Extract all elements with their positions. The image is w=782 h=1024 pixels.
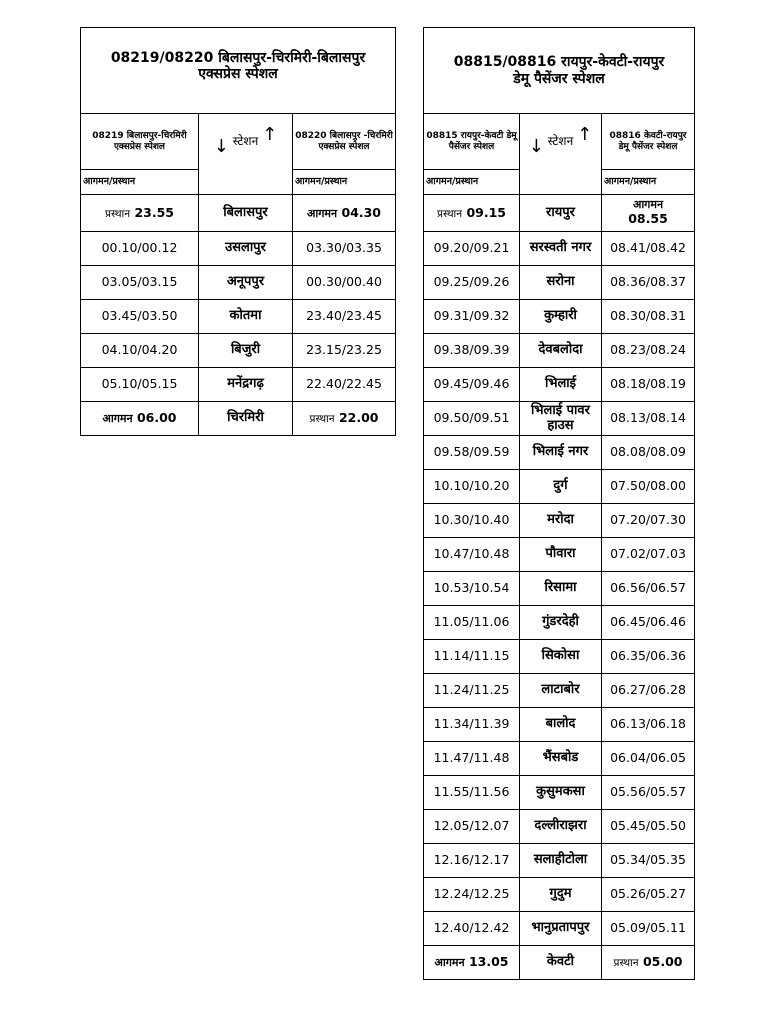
time-cell: 00.30/00.40 — [293, 266, 396, 300]
table-row — [424, 946, 695, 980]
station-header-label: स्टेशन — [547, 134, 574, 149]
table1-arrdep-right: आगमन/प्रस्थान — [293, 170, 396, 195]
time-cell: 09.38/09.39 — [424, 334, 520, 368]
station-name: सलाहीटोला — [520, 844, 602, 878]
table-row — [424, 232, 695, 266]
table-row — [424, 776, 695, 810]
time-cell: 12.40/12.42 — [424, 912, 520, 946]
table1-train-right: 08220 बिलासपुर -चिरमिरी एक्सप्रेस स्पेशल — [293, 114, 396, 170]
time-cell: 04.10/04.20 — [81, 334, 199, 368]
time-cell: 10.10/10.20 — [424, 470, 520, 504]
station-name: मरोदा — [520, 504, 602, 538]
table-row — [424, 606, 695, 640]
time-cell: 11.24/11.25 — [424, 674, 520, 708]
departure-cell — [424, 195, 520, 232]
time-prefix: प्रस्थान — [436, 207, 463, 220]
time-cell: 12.16/12.17 — [424, 844, 520, 878]
table1-arrdep-left: आगमन/प्रस्थान — [81, 170, 199, 195]
table-row — [81, 300, 396, 334]
time-cell: 10.30/10.40 — [424, 504, 520, 538]
time-cell: 05.56/05.57 — [602, 776, 695, 810]
table2-train-right: 08816 केवटी-रायपुर डेमू पैसेंजर स्पेशल — [602, 114, 695, 170]
table-row — [424, 708, 695, 742]
time-prefix: आगमन — [102, 412, 133, 426]
time-cell: 06.35/06.36 — [602, 640, 695, 674]
station-name: कुसुमकसा — [520, 776, 602, 810]
time-cell: 06.56/06.57 — [602, 572, 695, 606]
time-prefix: आगमन — [632, 198, 664, 212]
arrow-down-icon: ↓ — [528, 136, 544, 158]
table-row — [424, 368, 695, 402]
time-prefix: प्रस्थान — [309, 413, 335, 426]
time-cell: 05.34/05.35 — [602, 844, 695, 878]
time-cell: 07.20/07.30 — [602, 504, 695, 538]
time-cell: 09.31/09.32 — [424, 300, 520, 334]
time-prefix: प्रस्थान — [613, 957, 639, 970]
station-name: सरस्वती नगर — [520, 232, 602, 266]
station-name: चिरमिरी — [199, 402, 293, 436]
station-name: भिलाई पावर हाउस — [520, 402, 602, 436]
time-cell: 08.18/08.19 — [602, 368, 695, 402]
time-cell: 11.34/11.39 — [424, 708, 520, 742]
table2-train-left: 08815 रायपुर-केवटी डेमू पैसेंजर स्पेशल — [424, 114, 520, 170]
arrival-cell — [602, 195, 695, 232]
time-cell: 06.45/06.46 — [602, 606, 695, 640]
table-row — [424, 912, 695, 946]
station-name: केवटी — [520, 946, 602, 980]
station-name: भानुप्रतापपुर — [520, 912, 602, 946]
station-name: लाटाबोर — [520, 674, 602, 708]
time-value: 04.30 — [341, 204, 382, 220]
time-cell: 05.45/05.50 — [602, 810, 695, 844]
timetable-raipur-kevti — [423, 27, 695, 980]
table-row — [424, 436, 695, 470]
time-cell: 06.13/06.18 — [602, 708, 695, 742]
time-cell: 12.24/12.25 — [424, 878, 520, 912]
time-cell: 11.47/11.48 — [424, 742, 520, 776]
table-row — [424, 810, 695, 844]
time-cell: 23.15/23.25 — [293, 334, 396, 368]
station-header-label: स्टेशन — [232, 134, 259, 149]
time-cell: 11.55/11.56 — [424, 776, 520, 810]
time-value: 22.00 — [338, 410, 379, 426]
station-name: गुदुम — [520, 878, 602, 912]
station-name: भिलाई नगर — [520, 436, 602, 470]
time-cell: 10.47/10.48 — [424, 538, 520, 572]
table-row — [424, 266, 695, 300]
departure-cell — [81, 195, 199, 232]
time-cell: 03.05/03.15 — [81, 266, 199, 300]
table1-title-line2: एक्सप्रेस स्पेशल — [198, 66, 278, 83]
station-name: दल्लीराझरा — [520, 810, 602, 844]
arrival-cell — [424, 946, 520, 980]
station-name: कुम्हारी — [520, 300, 602, 334]
time-cell: 03.30/03.35 — [293, 232, 396, 266]
arrival-cell — [81, 402, 199, 436]
departure-cell — [602, 946, 695, 980]
time-value: 06.00 — [136, 410, 177, 426]
departure-cell — [293, 402, 396, 436]
table2-arrdep-right: आगमन/प्रस्थान — [602, 170, 695, 195]
table-row — [424, 640, 695, 674]
station-name: रिसामा — [520, 572, 602, 606]
time-cell: 09.20/09.21 — [424, 232, 520, 266]
station-name: कोतमा — [199, 300, 293, 334]
time-cell: 03.45/03.50 — [81, 300, 199, 334]
table-row — [424, 402, 695, 436]
time-cell: 05.10/05.15 — [81, 368, 199, 402]
table-row — [424, 572, 695, 606]
station-name: सिकोसा — [520, 640, 602, 674]
table-row — [424, 538, 695, 572]
table2-title — [424, 28, 695, 114]
time-value: 23.55 — [134, 204, 174, 220]
time-cell: 08.41/08.42 — [602, 232, 695, 266]
time-cell: 06.27/06.28 — [602, 674, 695, 708]
station-name: रायपुर — [520, 195, 602, 232]
table-row — [424, 878, 695, 912]
arrow-up-icon: ↑ — [262, 124, 278, 146]
time-cell: 08.30/08.31 — [602, 300, 695, 334]
table2-header-spacer — [520, 170, 602, 195]
time-value: 05.00 — [642, 954, 683, 970]
table-row — [81, 334, 396, 368]
time-cell: 08.08/08.09 — [602, 436, 695, 470]
time-cell: 09.50/09.51 — [424, 402, 520, 436]
station-name: सरोना — [520, 266, 602, 300]
table1-header-spacer — [199, 170, 293, 195]
station-name: मनेंद्रगढ़ — [199, 368, 293, 402]
table-row — [424, 300, 695, 334]
table-row — [81, 402, 396, 436]
table-row — [81, 266, 396, 300]
station-name: भैंसबोड — [520, 742, 602, 776]
time-cell: 09.45/09.46 — [424, 368, 520, 402]
station-name: उसलापुर — [199, 232, 293, 266]
arrow-up-icon: ↑ — [577, 124, 593, 146]
time-value: 13.05 — [468, 954, 509, 970]
time-prefix: आगमन — [434, 956, 465, 970]
arrival-cell — [293, 195, 396, 232]
time-prefix: आगमन — [306, 206, 338, 220]
time-cell: 07.50/08.00 — [602, 470, 695, 504]
time-cell: 05.26/05.27 — [602, 878, 695, 912]
table-row — [424, 674, 695, 708]
station-name: दुर्ग — [520, 470, 602, 504]
time-cell: 00.10/00.12 — [81, 232, 199, 266]
time-cell: 09.25/09.26 — [424, 266, 520, 300]
arrow-down-icon: ↓ — [213, 136, 229, 158]
time-prefix: प्रस्थान — [104, 207, 131, 220]
table-row — [81, 232, 396, 266]
time-cell: 11.14/11.15 — [424, 640, 520, 674]
time-cell: 08.36/08.37 — [602, 266, 695, 300]
station-name: गुंडरदेही — [520, 606, 602, 640]
table-row — [424, 844, 695, 878]
time-cell: 23.40/23.45 — [293, 300, 396, 334]
table-row — [424, 195, 695, 232]
station-name: देवबलोदा — [520, 334, 602, 368]
table-row — [81, 195, 396, 232]
table1-train-left: 08219 बिलासपुर-चिरमिरी एक्सप्रेस स्पेशल — [81, 114, 199, 170]
station-name: अनूपपुर — [199, 266, 293, 300]
table-row — [424, 334, 695, 368]
table1-station-header — [199, 114, 293, 170]
table2-station-header — [520, 114, 602, 170]
time-cell: 08.23/08.24 — [602, 334, 695, 368]
table-row — [424, 742, 695, 776]
station-name: बिलासपुर — [199, 195, 293, 232]
time-value: 09.15 — [466, 204, 506, 220]
table-row — [81, 368, 396, 402]
table2-title-line1: 08815/08816 रायपुर-केवटी-रायपुर — [453, 54, 665, 71]
time-cell: 22.40/22.45 — [293, 368, 396, 402]
station-name: बिजुरी — [199, 334, 293, 368]
time-cell: 09.58/09.59 — [424, 436, 520, 470]
station-name: पौवारा — [520, 538, 602, 572]
time-cell: 10.53/10.54 — [424, 572, 520, 606]
table1-title — [81, 28, 396, 114]
time-cell: 06.04/06.05 — [602, 742, 695, 776]
time-cell: 05.09/05.11 — [602, 912, 695, 946]
table-row — [424, 470, 695, 504]
table1-title-line1: 08219/08220 बिलासपुर-चिरमिरी-बिलासपुर — [110, 50, 366, 66]
station-name: बालोद — [520, 708, 602, 742]
time-cell: 11.05/11.06 — [424, 606, 520, 640]
table-row — [424, 504, 695, 538]
table2-title-line2: डेमू पैसेंजर स्पेशल — [513, 70, 605, 87]
table2-arrdep-left: आगमन/प्रस्थान — [424, 170, 520, 195]
time-value: 08.55 — [628, 211, 668, 227]
time-cell: 08.13/08.14 — [602, 402, 695, 436]
timetable-bilaspur-chirmiri — [80, 27, 396, 436]
time-cell: 12.05/12.07 — [424, 810, 520, 844]
station-name: भिलाई — [520, 368, 602, 402]
time-cell: 07.02/07.03 — [602, 538, 695, 572]
